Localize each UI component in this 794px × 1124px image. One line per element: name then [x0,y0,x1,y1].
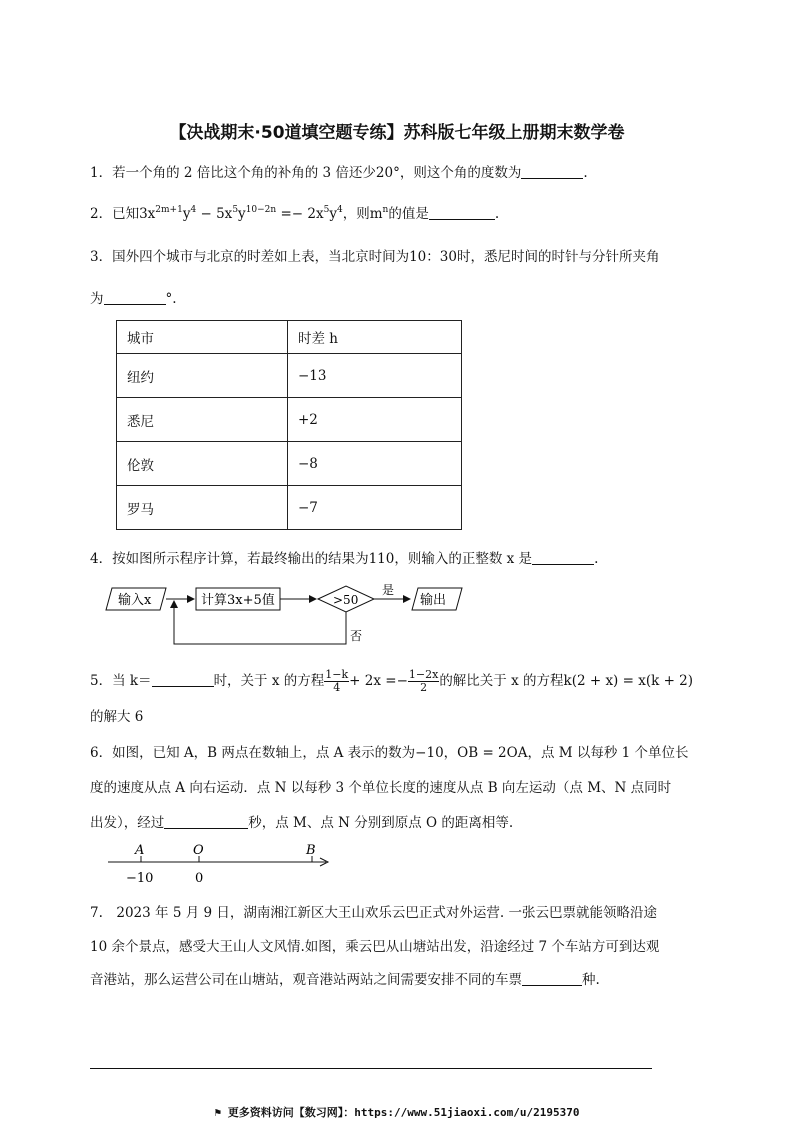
q2-exp: 4 [190,205,197,215]
table-row [117,354,462,398]
answer-blank-7[interactable] [522,971,582,986]
question-1-text: 1．若一个角的 2 倍比这个角的补角的 3 倍还少20°，则这个角的度数为 [90,165,522,181]
answer-blank-2[interactable] [429,205,495,220]
flow-compute-label: 计算3x+5值 [201,593,275,608]
table-header-cell: 时差 h [288,321,462,354]
q7-pre: 音港站，那么运营公司在山塘站，观音港站两站之间需要安排不同的车票 [90,972,522,988]
question-6-line-3 [90,812,720,834]
q5-part: 5．当 k＝ [90,673,152,689]
question-4 [90,548,720,570]
table-cell: −13 [288,354,462,398]
table-header-cell: 城市 [117,321,288,354]
flow-condition-label: >50 [333,593,359,607]
number-line [0,840,794,890]
q2-end: . [494,206,500,222]
flag-icon: ⚑ [214,1106,228,1119]
q2-part: 的值是 [388,206,429,222]
fraction-numerator: 1−k [325,668,349,681]
table-cell: +2 [288,398,462,442]
question-1 [90,162,720,184]
table-cell: −7 [288,486,462,530]
question-3-line-2 [90,288,720,310]
question-5-line-1 [90,666,720,696]
question-3-line-1: 3．国外四个城市与北京的时差如上表，当北京时间为10：30时，悉尼时间的时针与分针所夹角 [90,249,660,265]
answer-blank-5[interactable] [152,672,214,687]
value-a: −10 [126,871,154,886]
table-cell: 伦敦 [117,442,288,486]
time-difference-table [116,320,462,530]
footer-text: 更多资料访问【数习网】：https://www.51jiaoxi.com/u/2195370 [227,1106,580,1119]
fraction [408,669,439,694]
fraction-denominator: 4 [333,681,341,694]
q2-exp: n [382,205,389,215]
question-2 [90,203,720,225]
program-flowchart [0,580,794,650]
question-5-line-2: 的解大 6 [90,709,144,725]
q2-part: 2．已知3x [90,206,156,222]
q2-exp: 2m+1 [155,205,183,215]
q2-exp: 5 [323,205,330,215]
table-header-row [117,321,462,354]
question-4-text: 4．按如图所示程序计算，若最终输出的结果为110，则输入的正整数 x 是 [90,551,533,567]
label-b: B [306,843,316,858]
question-6-line-2: 度的速度从点 A 向右运动．点 N 以每秒 3 个单位长度的速度从点 B 向左运动（点 M、N 点同时 [90,780,672,796]
q2-part: y [238,206,246,222]
q2-part: y [182,206,191,222]
value-o: 0 [195,871,204,886]
flow-input-label: 输入x [118,593,152,608]
q2-exp: 5 [232,205,239,215]
table-row [117,398,462,442]
q2-part: y [329,206,337,222]
q6-pre: 出发），经过 [90,815,165,831]
q5-part: 的解比关于 x 的方程k(2 + x) = x(k + 2) [439,673,694,689]
table-cell: 纽约 [117,354,288,398]
question-7-line-2: 10 余个景点，感受大王山人文风情.如图，乘云巴从山塘站出发，沿途经过 7 个车站方可到达观 [90,939,660,955]
question-6-line-1: 6．如图，已知 A，B 两点在数轴上，点 A 表示的数为−10，OB = 2OA，点 M 以每秒 1 个单位长 [90,745,689,761]
label-o: O [193,843,204,858]
q5-part: + 2x =− [349,673,408,689]
answer-blank-6[interactable] [164,814,248,829]
q6-post: 秒，点 M、点 N 分别到原点 O 的距离相等. [248,815,514,831]
bottom-rule [90,1068,652,1069]
question-4-end: . [594,551,599,567]
q2-part: =− 2x [276,206,324,222]
answer-blank-1[interactable] [521,164,583,179]
q5-part: 时，关于 x 的方程 [213,673,325,689]
q7-post: 种. [582,972,600,988]
footer-link[interactable] [0,1104,794,1120]
flow-output-label: 输出 [420,593,447,608]
fraction-denominator: 2 [420,681,428,694]
q3-post: °. [165,291,177,307]
fraction [324,669,349,694]
q2-part: − 5x [196,206,233,222]
q2-exp: 10−2n [245,205,277,215]
page-title: 【决战期末·50道填空题专练】苏科版七年级上册期末数学卷 [169,123,625,143]
label-a: A [135,843,145,858]
question-7-line-1: 7. 2023 年 5 月 9 日，湖南湘江新区大王山欢乐云巴正式对外运营. 一张云巴票就能领略沿途 [90,905,657,921]
q2-exp: 4 [337,205,343,215]
table-cell: 悉尼 [117,398,288,442]
table-row [117,486,462,530]
table-cell: 罗马 [117,486,288,530]
question-7-line-3 [90,969,720,991]
question-1-end: . [583,165,588,181]
answer-blank-3[interactable] [104,290,166,305]
flow-no-label: 否 [350,629,363,643]
fraction-numerator: 1−2x [408,668,439,681]
q2-part: ，则m [342,206,383,222]
answer-blank-4[interactable] [532,550,594,565]
flow-yes-label: 是 [382,583,395,597]
q3-pre: 为 [90,291,104,307]
table-cell: −8 [288,442,462,486]
table-row [117,442,462,486]
